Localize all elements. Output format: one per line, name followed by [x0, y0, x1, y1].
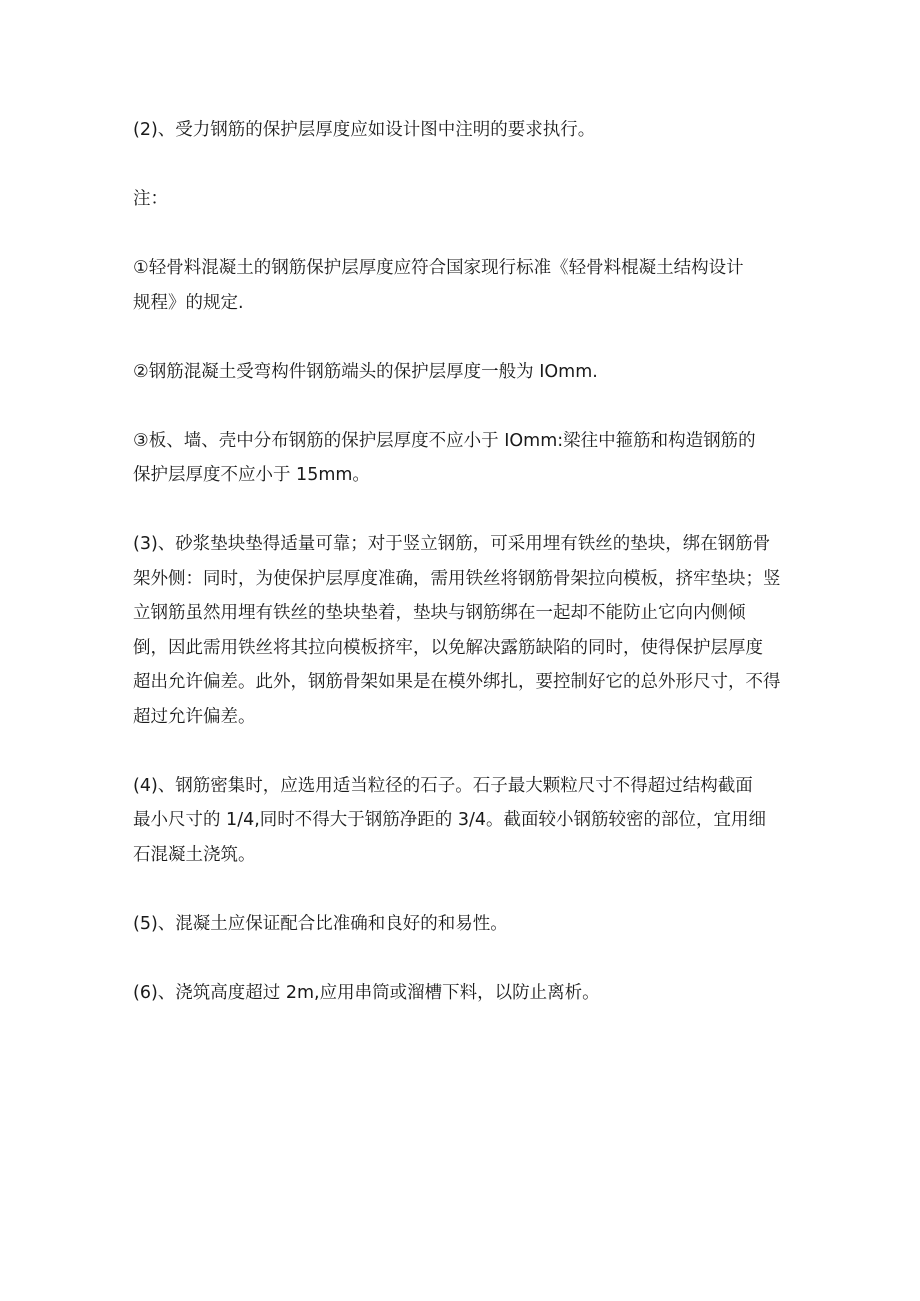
paragraph-note-3 [133, 424, 793, 493]
text-line: 倒，因此需用铁丝将其拉向模板挤牢，以免解决露筋缺陷的同时，使得保护层厚度 [133, 637, 763, 658]
text-line: 石混凝土浇筑。 [133, 844, 256, 865]
text-line: (4)、钢筋密集时，应选用适当粒径的石子。石子最大颗粒尺寸不得超过结构截面 [133, 775, 753, 796]
paragraph-6-pouring-height [133, 976, 793, 1011]
text-line: (5)、混凝土应保证配合比准确和良好的和易性。 [133, 913, 508, 934]
text-line: 规程》的规定. [133, 292, 244, 313]
paragraph-2-cover-thickness [133, 113, 793, 148]
text-line: (3)、砂浆垫块垫得适量可靠；对于竖立钢筋，可采用埋有铁丝的垫块，绑在钢筋骨 [133, 534, 771, 554]
text-line: ③板、墙、壳中分布钢筋的保护层厚度不应小于 IOmm:梁往中箍筋和构造钢筋的 [133, 430, 756, 451]
text-line: ①轻骨料混凝土的钢筋保护层厚度应符合国家现行标准《轻骨料棍凝土结构设计 [133, 258, 744, 278]
text-line: 立钢筋虽然用埋有铁丝的垫块垫着，垫块与钢筋绑在一起却不能防止它向内侧倾 [133, 603, 746, 623]
text-line: 超过允许偏差。 [133, 706, 256, 727]
paragraph-note-heading [133, 182, 793, 217]
text-line: 注： [133, 189, 168, 209]
text-line: 最小尺寸的 1/4,同时不得大于钢筋净距的 3/4。截面较小钢筋较密的部位，宜用细 [133, 810, 767, 830]
paragraph-4-aggregate-size [133, 769, 793, 873]
text-line: ②钢筋混凝土受弯构件钢筋端头的保护层厚度一般为 IOmm. [133, 361, 598, 382]
paragraph-note-2 [133, 355, 793, 390]
paragraph-5-mix-ratio [133, 907, 793, 942]
document-page [133, 113, 793, 1010]
text-line: 架外侧：同时，为使保护层厚度准确，需用铁丝将钢筋骨架拉向模板，挤牢垫块；竖 [133, 568, 781, 589]
text-line: (2)、受力钢筋的保护层厚度应如设计图中注明的要求执行。 [133, 120, 596, 140]
paragraph-3-mortar-blocks [133, 527, 793, 734]
text-line: 保护层厚度不应小于 15mm。 [133, 465, 370, 485]
paragraph-note-1 [133, 251, 793, 320]
text-line: (6)、浇筑高度超过 2m,应用串筒或溜槽下料，以防止离析。 [133, 982, 600, 1003]
text-line: 超出允许偏差。此外，钢筋骨架如果是在模外绑扎，要控制好它的总外形尺寸，不得 [133, 672, 781, 692]
